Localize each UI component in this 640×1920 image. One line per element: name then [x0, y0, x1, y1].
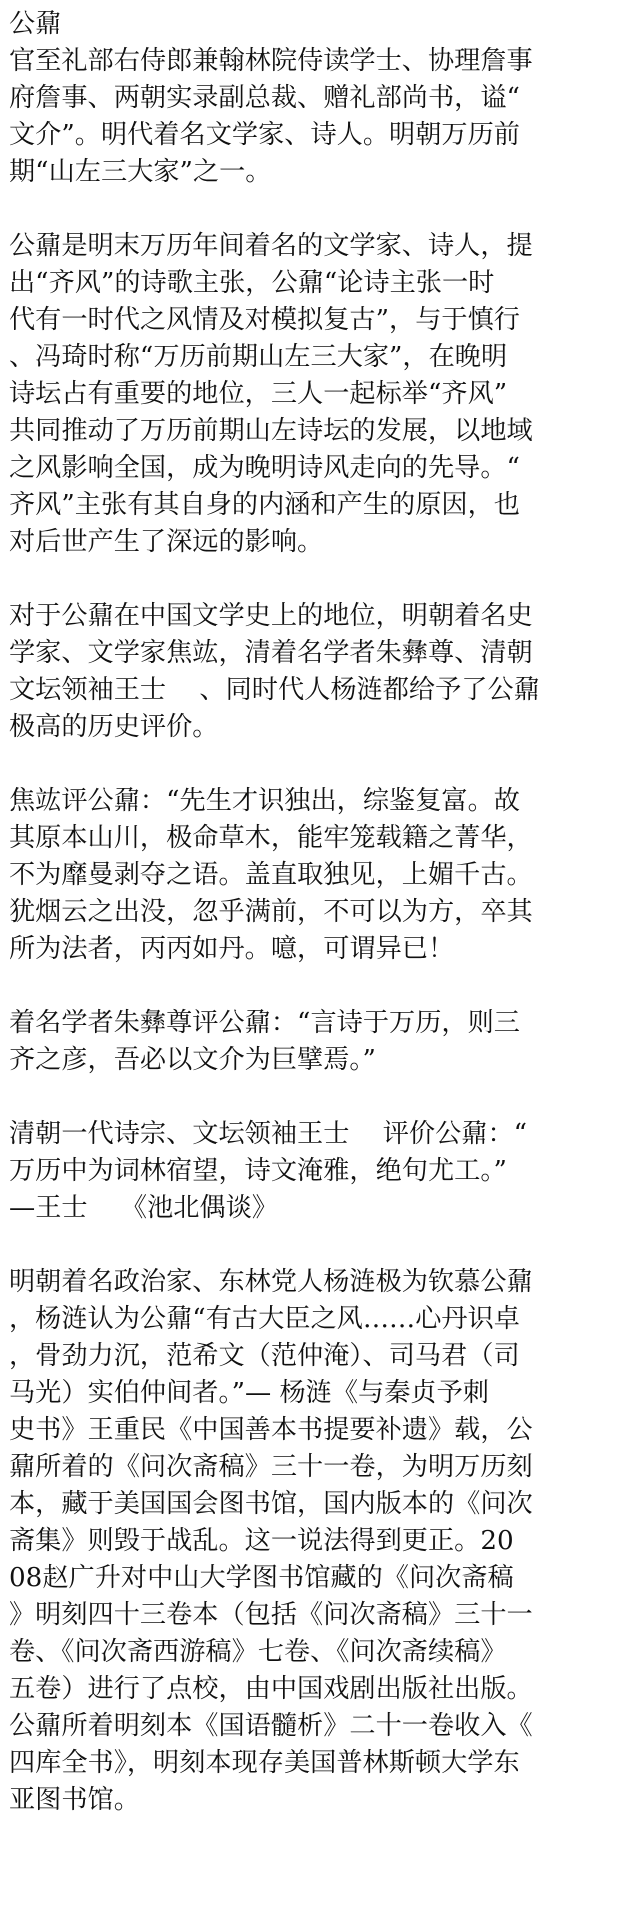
text-line: 五卷）进行了点校，由中国戏剧出版社出版。: [9, 1674, 533, 1704]
text-line: 代有一时代之风情及对模拟复古”，与于慎行: [9, 305, 520, 335]
paragraph: [9, 1264, 628, 1819]
text-line: 、冯琦时称“万历前期山左三大家”，在晚明: [9, 342, 508, 372]
paragraph: [9, 598, 628, 746]
text-line: 文坛领袖王士 、同时代人杨涟都给予了公鼐: [9, 675, 540, 705]
text-line: 着名学者朱彝尊评公鼐：“言诗于万历，则三: [9, 1008, 520, 1038]
paragraph: [9, 1005, 628, 1079]
text-line: 齐风”主张有其自身的内涵和产生的原因，也: [9, 490, 520, 520]
text-line: ，骨劲力沉，范希文（范仲淹）、司马君（司: [9, 1341, 520, 1371]
text-line: 学家、文学家焦竑，清着名学者朱彝尊、清朝: [9, 638, 533, 668]
text-line: 明朝着名政治家、东林党人杨涟极为钦慕公鼐: [9, 1267, 533, 1297]
paragraph-gap: [9, 191, 628, 228]
text-line: 诗坛占有重要的地位，三人一起标举“齐风”: [9, 379, 508, 409]
paragraph-gap: [9, 561, 628, 598]
text-line: 焦竑评公鼐：“先生才识独出，综鉴复富。故: [9, 786, 520, 816]
text-line: 公鼐所着明刻本《国语髓析》二十一卷收入《: [9, 1711, 533, 1741]
text-line: 对后世产生了深远的影响。: [9, 527, 324, 557]
text-line: 极高的历史评价。: [9, 712, 219, 742]
paragraph: [9, 6, 628, 191]
text-line: 官至礼部右侍郎兼翰林院侍读学士、协理詹事: [9, 46, 533, 76]
text-line: 共同推动了万历前期山左诗坛的发展，以地域: [9, 416, 533, 446]
text-line: ，杨涟认为公鼐“有古大臣之风……心丹识卓: [9, 1304, 520, 1334]
text-line: 斋集》则毁于战乱。这一说法得到更正。20: [9, 1526, 514, 1556]
text-line: 亚图书馆。: [9, 1785, 140, 1815]
text-line: 卷、《问次斋西游稿》七卷、《问次斋续稿》: [9, 1637, 507, 1667]
text-line: 期“山左三大家”之一。: [9, 157, 272, 187]
text-line: 齐之彦，吾必以文介为巨擘焉。”: [9, 1045, 376, 1075]
text-line: 公鼐: [9, 9, 62, 39]
text-line: 马光）实伯仲间者。”— 杨涟《与秦贞予刺: [9, 1378, 489, 1408]
text-line: 史书》王重民《中国善本书提要补遗》载，公: [9, 1415, 533, 1445]
text-line: 所为法者，丙丙如丹。噫，可谓异已！: [9, 934, 455, 964]
text-line: —王士 《池北偶谈》: [9, 1193, 278, 1223]
paragraph-gap: [9, 1079, 628, 1116]
paragraph-gap: [9, 746, 628, 783]
text-line: 08赵广升对中山大学图书馆藏的《问次斋稿: [9, 1563, 514, 1593]
text-line: 清朝一代诗宗、文坛领袖王士 评价公鼐：“: [9, 1119, 528, 1149]
text-line: 本，藏于美国国会图书馆，国内版本的《问次: [9, 1489, 533, 1519]
text-line: 不为靡曼剥夺之语。盖直取独见，上媚千古。: [9, 860, 533, 890]
text-line: 万历中为词林宿望，诗文淹雅，绝句尤工。”: [9, 1156, 507, 1186]
text-line: 府詹事、两朝实录副总裁、赠礼部尚书，谥“: [9, 83, 520, 113]
text-line: 出“齐风”的诗歌主张，公鼐“论诗主张一时: [9, 268, 495, 298]
text-line: 犹烟云之出没，忽乎满前，不可以为方，卒其: [9, 897, 533, 927]
text-line: 鼐所着的《问次斋稿》三十一卷，为明万历刻: [9, 1452, 533, 1482]
paragraph-gap: [9, 968, 628, 1005]
paragraph: [9, 783, 628, 968]
paragraph: [9, 228, 628, 561]
text-line: 》明刻四十三卷本（包括《问次斋稿》三十一: [9, 1600, 533, 1630]
text-line: 对于公鼐在中国文学史上的地位，明朝着名史: [9, 601, 533, 631]
text-line: 其原本山川，极命草木，能牢笼载籍之菁华，: [9, 823, 533, 853]
text-line: 文介”。明代着名文学家、诗人。明朝万历前: [9, 120, 520, 150]
text-line: 之风影响全国，成为晚明诗风走向的先导。“: [9, 453, 520, 483]
paragraph-gap: [9, 1227, 628, 1264]
paragraph: [9, 1116, 628, 1227]
text-line: 四库全书》，明刻本现存美国普林斯顿大学东: [9, 1748, 520, 1778]
text-line: 公鼐是明末万历年间着名的文学家、诗人，提: [9, 231, 533, 261]
article-body: [9, 6, 628, 1819]
